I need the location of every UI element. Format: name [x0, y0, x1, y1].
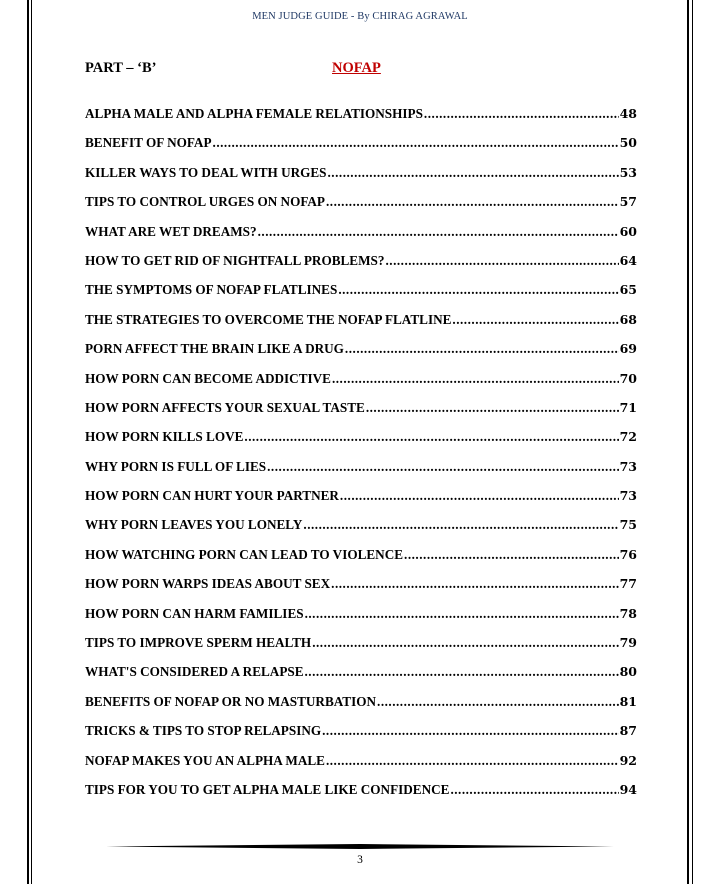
toc-entry[interactable]	[85, 282, 637, 311]
toc-entry-page: 60	[619, 223, 637, 239]
toc-entry-title: TIPS TO IMPROVE SPERM HEALTH	[85, 635, 312, 651]
toc-dot-leader	[322, 723, 618, 739]
toc-entry-title: THE SYMPTOMS OF NOFAP FLATLINES	[85, 282, 338, 298]
toc-dot-leader	[452, 312, 618, 328]
toc-entry-title: ALPHA MALE AND ALPHA FEMALE RELATIONSHIPS	[85, 106, 423, 121]
toc-dot-leader	[326, 753, 619, 769]
page-border-right-inner	[687, 0, 689, 884]
toc-dot-leader	[328, 165, 619, 181]
toc-entry[interactable]	[85, 664, 637, 693]
toc-dot-leader	[340, 488, 619, 504]
part-label: PART – ‘B’	[85, 60, 157, 76]
toc-entry-page: 87	[619, 723, 637, 739]
section-title: NOFAP	[332, 60, 381, 76]
toc-entry-title: HOW PORN CAN HARM FAMILIES	[85, 605, 304, 621]
toc-entry[interactable]	[85, 194, 637, 223]
toc-entry-title: THE STRATEGIES TO OVERCOME THE NOFAP FLATLINE	[85, 311, 452, 327]
toc-dot-leader	[345, 341, 619, 357]
toc-entry-page: 80	[619, 664, 637, 680]
toc-dot-leader	[377, 694, 619, 710]
toc-entry-title: HOW PORN KILLS LOVE	[85, 429, 244, 445]
toc-entry-page: 48	[619, 106, 637, 121]
running-header: MEN JUDGE GUIDE - By CHIRAG AGRAWAL	[252, 11, 468, 22]
toc-dot-leader	[338, 282, 618, 298]
toc-entry[interactable]	[85, 517, 637, 546]
toc-entry-title: BENEFIT OF NOFAP	[85, 135, 212, 151]
page-border-left-outer	[27, 0, 29, 884]
part-heading-row	[85, 58, 645, 80]
toc-entry[interactable]	[85, 576, 637, 605]
toc-entry[interactable]	[85, 782, 637, 811]
toc-dot-leader	[424, 106, 619, 122]
toc-entry-title: BENEFITS OF NOFAP OR NO MASTURBATION	[85, 693, 377, 709]
toc-entry[interactable]	[85, 371, 637, 400]
toc-dot-leader	[213, 135, 619, 151]
toc-dot-leader	[312, 635, 618, 651]
table-of-contents	[85, 106, 637, 811]
toc-entry-title: TIPS FOR YOU TO GET ALPHA MALE LIKE CONFIDENCE	[85, 781, 450, 797]
toc-entry-title: TRICKS & TIPS TO STOP RELAPSING	[85, 723, 322, 739]
toc-entry-page: 75	[619, 517, 637, 533]
toc-entry[interactable]	[85, 694, 637, 723]
toc-entry-title: WHAT'S CONSIDERED A RELAPSE	[85, 664, 304, 680]
toc-dot-leader	[366, 400, 619, 416]
toc-entry-title: HOW PORN WARPS IDEAS ABOUT SEX	[85, 576, 331, 592]
toc-dot-leader	[326, 194, 619, 210]
toc-entry-page: 50	[619, 135, 637, 151]
page-border-left-inner	[31, 0, 32, 884]
toc-entry-page: 81	[619, 693, 637, 709]
toc-entry-page: 57	[619, 194, 637, 210]
toc-dot-leader	[244, 429, 618, 445]
toc-entry-title: HOW PORN CAN HURT YOUR PARTNER	[85, 488, 339, 504]
toc-entry[interactable]	[85, 165, 637, 194]
toc-entry-page: 65	[619, 282, 637, 298]
toc-entry[interactable]	[85, 400, 637, 429]
toc-entry[interactable]	[85, 488, 637, 517]
toc-entry-title: WHY PORN IS FULL OF LIES	[85, 458, 267, 474]
toc-entry-page: 73	[619, 458, 637, 474]
toc-dot-leader	[332, 371, 619, 387]
toc-entry[interactable]	[85, 106, 637, 135]
toc-entry-page: 77	[619, 576, 637, 592]
toc-dot-leader	[450, 782, 618, 798]
toc-entry-page: 79	[619, 635, 637, 651]
toc-entry-page: 94	[619, 781, 637, 797]
toc-entry-page: 72	[619, 429, 637, 445]
toc-dot-leader	[331, 576, 618, 592]
toc-entry[interactable]	[85, 312, 637, 341]
toc-entry[interactable]	[85, 635, 637, 664]
toc-entry[interactable]	[85, 459, 637, 488]
toc-entry-title: WHAT ARE WET DREAMS?	[85, 223, 257, 239]
toc-entry[interactable]	[85, 135, 637, 164]
toc-entry[interactable]	[85, 341, 637, 370]
toc-entry-title: TIPS TO CONTROL URGES ON NOFAP	[85, 194, 325, 210]
toc-dot-leader	[303, 517, 618, 533]
toc-entry-page: 69	[619, 341, 637, 357]
toc-entry-title: HOW TO GET RID OF NIGHTFALL PROBLEMS?	[85, 252, 385, 268]
toc-dot-leader	[385, 253, 618, 269]
toc-entry-page: 76	[619, 546, 637, 562]
toc-entry-page: 92	[619, 752, 637, 768]
toc-entry-page: 73	[619, 488, 637, 504]
toc-entry-title: PORN AFFECT THE BRAIN LIKE A DRUG	[85, 341, 344, 357]
toc-entry-page: 78	[619, 605, 637, 621]
toc-entry[interactable]	[85, 224, 637, 253]
toc-dot-leader	[305, 606, 619, 622]
toc-entry-page: 70	[619, 370, 637, 386]
page-number: 3	[357, 854, 363, 866]
toc-entry-title: KILLER WAYS TO DEAL WITH URGES	[85, 164, 327, 180]
page-border-right-outer	[692, 0, 693, 884]
toc-entry-page: 64	[619, 252, 637, 268]
footer-divider	[106, 844, 614, 849]
toc-dot-leader	[305, 664, 619, 680]
toc-entry[interactable]	[85, 606, 637, 635]
toc-entry-page: 53	[619, 164, 637, 180]
toc-dot-leader	[404, 547, 619, 563]
toc-entry-title: HOW WATCHING PORN CAN LEAD TO VIOLENCE	[85, 546, 404, 562]
toc-entry[interactable]	[85, 753, 637, 782]
toc-entry-title: HOW PORN AFFECTS YOUR SEXUAL TASTE	[85, 399, 365, 415]
toc-entry[interactable]	[85, 253, 637, 282]
toc-entry-title: WHY PORN LEAVES YOU LONELY	[85, 517, 303, 533]
toc-entry[interactable]	[85, 547, 637, 576]
toc-entry-title: NOFAP MAKES YOU AN ALPHA MALE	[85, 752, 325, 768]
toc-entry-page: 71	[619, 399, 637, 415]
toc-entry[interactable]	[85, 723, 637, 752]
toc-dot-leader	[267, 459, 618, 475]
toc-entry[interactable]	[85, 429, 637, 458]
toc-dot-leader	[258, 224, 619, 240]
toc-entry-title: HOW PORN CAN BECOME ADDICTIVE	[85, 370, 331, 386]
toc-entry-page: 68	[619, 311, 637, 327]
